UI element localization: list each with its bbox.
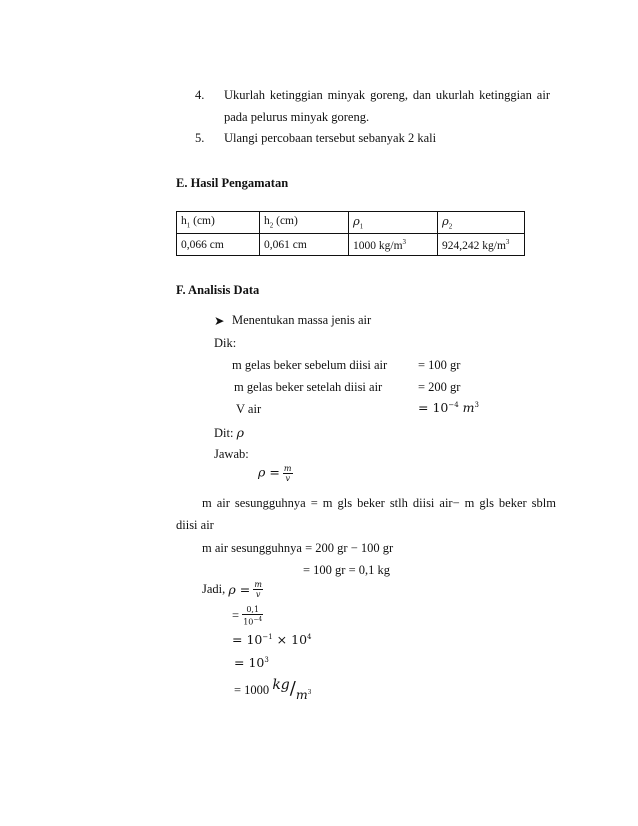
table-header-cell: $\rho_2$ <box>438 212 525 234</box>
table-cell: 1000 $kg/m^3$ <box>349 234 438 256</box>
table-header-row <box>177 212 525 234</box>
known-value-1: = 100 gr <box>418 358 461 372</box>
bullet-arrow-icon: ➤ <box>214 314 225 328</box>
jadi-formula: Jadi, ρ = $\frac{m}{v}$ <box>202 580 262 599</box>
step-power: = $10^3$ <box>234 655 269 670</box>
dik-label: Dik: <box>214 336 237 350</box>
known-value-3: = $10^{-4}$ $m^3$ <box>418 400 479 415</box>
explanation-line1: m air sesungguhnya = m gls beker stlh diisi air− m gls beker sblm <box>202 496 556 510</box>
table-cell: 924,242 $kg/m^3$ <box>438 234 525 256</box>
observation-table <box>176 211 525 256</box>
step-4-text-line1: Ukurlah ketinggian minyak goreng, dan ukurlah ketinggian air <box>224 88 550 102</box>
explanation-line2: diisi air <box>176 518 214 532</box>
section-f-heading: F. Analisis Data <box>176 283 260 297</box>
step-4-text-line2: pada pelurus minyak goreng. <box>224 110 370 124</box>
known-label-3: V air <box>236 402 262 416</box>
step-5-text: Ulangi percobaan tersebut sebanyak 2 kali <box>224 131 437 145</box>
jawab-label: Jawab: <box>214 447 249 461</box>
table-header-cell: $h_2$ (cm) <box>260 212 349 234</box>
table-cell: 0,066 cm <box>177 234 260 256</box>
final-result: = 1000 $kg/m^3$ <box>234 677 312 702</box>
table-header-cell: $\rho_1$ <box>349 212 438 234</box>
table-header-cell: $h_1$ (cm) <box>177 212 260 234</box>
calc-line1: m air sesungguhnya = 200 gr − 100 gr <box>202 541 394 555</box>
density-formula: ρ = $\frac{m}{v}$ <box>258 464 292 483</box>
dit-label: Dit: ρ <box>214 425 244 440</box>
known-label-1: m gelas beker sebelum diisi air <box>232 358 388 372</box>
bullet-text: Menentukan massa jenis air <box>232 313 372 327</box>
step-4-number: 4. <box>195 88 205 102</box>
step-5-number: 5. <box>195 131 205 145</box>
step-fraction: = $\frac{0,1}{10^{-4}}$ <box>232 605 263 627</box>
known-label-2: m gelas beker setelah diisi air <box>234 380 383 394</box>
known-value-2: = 200 gr <box>418 380 461 394</box>
section-e-heading: E. Hasil Pengamatan <box>176 176 289 190</box>
table-row <box>177 234 525 256</box>
table-cell: 0,061 cm <box>260 234 349 256</box>
step-multiply: = $10^{-1} \times 10^4$ <box>232 632 312 647</box>
calc-line2: = 100 gr = 0,1 kg <box>303 563 391 577</box>
